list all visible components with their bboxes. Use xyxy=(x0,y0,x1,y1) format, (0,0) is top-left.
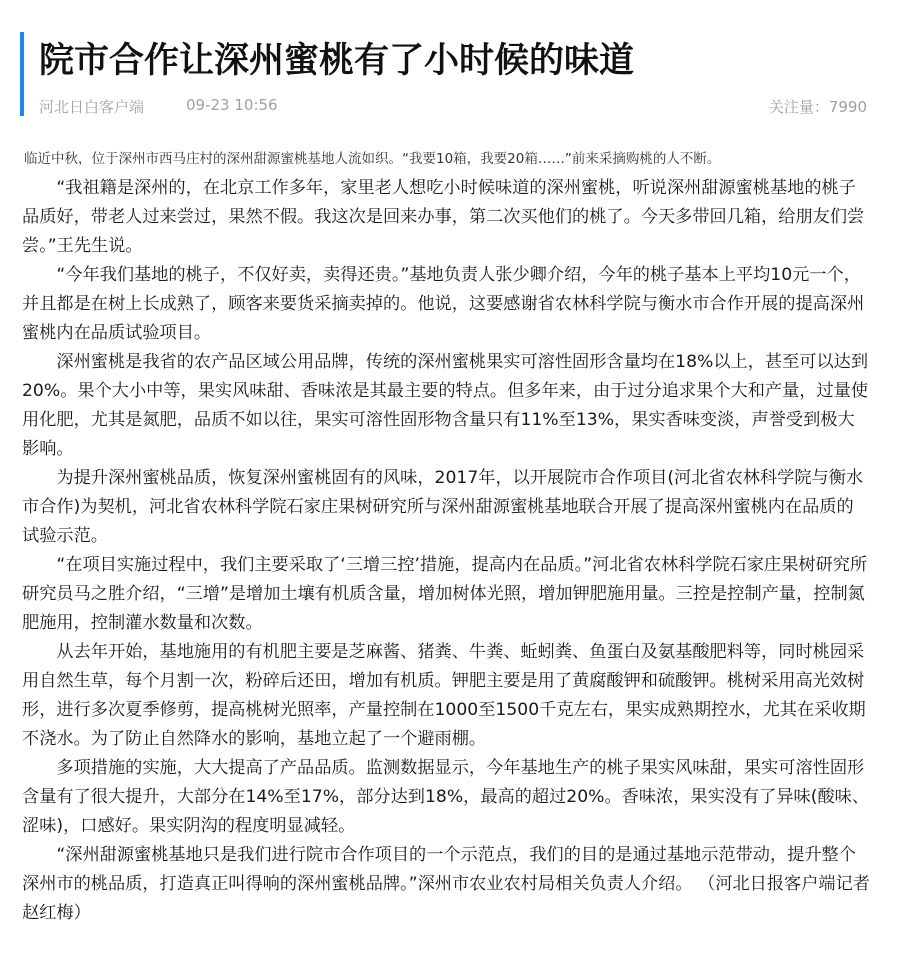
article-title: 院市合作让深州蜜桃有了小时候的味道 xyxy=(39,41,635,81)
paragraph: 多项措施的实施，大大提高了产品品质。监测数据显示，今年基地生产的桃子果实风味甜，果实可溶性固形含量有了很大提升，大部分在14%至17%，部分达到18%，最高的超过20%。香味浓，果实没有了异味(酸味、涩味)，口感好。果实阴沟的程度明显减轻。 xyxy=(22,758,870,836)
paragraph: 深州蜜桃是我省的农产品区域公用品牌，传统的深州蜜桃果实可溶性固形含量均在18%以上，甚至可以达到20%。果个大小中等，果实风味甜、香味浓是其最主要的特点。但多年来，由于过分追求果个大和产量，过量使用化肥，尤其是氮肥，品质不如以往，果实可溶性固形物含量只有11%至13%，果实香味变淡，声誉受到极大影响。 xyxy=(22,352,869,459)
paragraph: “今年我们基地的桃子，不仅好卖，卖得还贵。”基地负责人张少卿介绍，今年的桃子基本上平均10元一个，并且都是在树上长成熟了，顾客来要货采摘卖掉的。他说，这要感谢省农林科学院与衡水市合作开展的提高深州蜜桃内在品质试验项目。 xyxy=(22,265,865,343)
article-source[interactable]: 河北日白客户端 xyxy=(39,98,145,116)
paragraph: 为提升深州蜜桃品质，恢复深州蜜桃固有的风味，2017年，以开展院市合作项目(河北省农林科学院与衡水市合作)为契机，河北省农林科学院石家庄果树研究所与深州甜源蜜桃基地联合开展了提高深州蜜桃内在品质的试验示范。 xyxy=(22,468,864,546)
article-header xyxy=(20,32,882,120)
paragraph: “我祖籍是深州的，在北京工作多年，家里老人想吃小时候味道的深州蜜桃，听说深州甜源蜜桃基地的桃子品质好，带老人过来尝过，果然不假。我这次是回来办事，第二次买他们的桃了。今天多带回几箱，给朋友们尝尝。”王先生说。 xyxy=(22,178,865,256)
article-meta xyxy=(39,96,867,118)
article-body xyxy=(22,174,870,928)
paragraph: “在项目实施过程中，我们主要采取了‘三增三控’措施，提高内在品质。”河北省农林科学院石家庄果树研究所研究员马之胜介绍，“三增”是增加土壤有机质含量，增加树体光照，增加钾肥施用量。三控是控制产量，控制氮肥施用，控制灌水数量和次数。 xyxy=(22,555,868,633)
view-count: 关注量：7990 xyxy=(768,98,867,116)
title-accent-bar xyxy=(20,32,24,116)
article-timestamp: 09-23 10:56 xyxy=(186,96,278,114)
article-intro: 临近中秋，位于深州市西马庄村的深州甜源蜜桃基地人流如织。“我要10箱，我要20箱……”前来采摘购桃的人不断。 xyxy=(24,151,721,167)
paragraph: “深州甜源蜜桃基地只是我们进行院市合作项目的一个示范点，我们的目的是通过基地示范带动，提升整个深州市的桃品质，打造真正叫得响的深州蜜桃品牌。”深州市农业农村局相关负责人介绍。 （河北日报客户端记者 赵红梅） xyxy=(22,845,870,923)
paragraph: 从去年开始，基地施用的有机肥主要是芝麻酱、猪粪、牛粪、蚯蚓粪、鱼蛋白及氨基酸肥料等，同时桃园采用自然生草，每个月割一次，粉碎后还田，增加有机质。钾肥主要是用了黄腐酸钾和硫酸钾。桃树采用高光效树形，进行多次夏季修剪，提高桃树光照率，产量控制在1000至1500千克左右，果实成熟期控水，尤其在采收期不浇水。为了防止自然降水的影响，基地立起了一个避雨棚。 xyxy=(22,642,866,749)
